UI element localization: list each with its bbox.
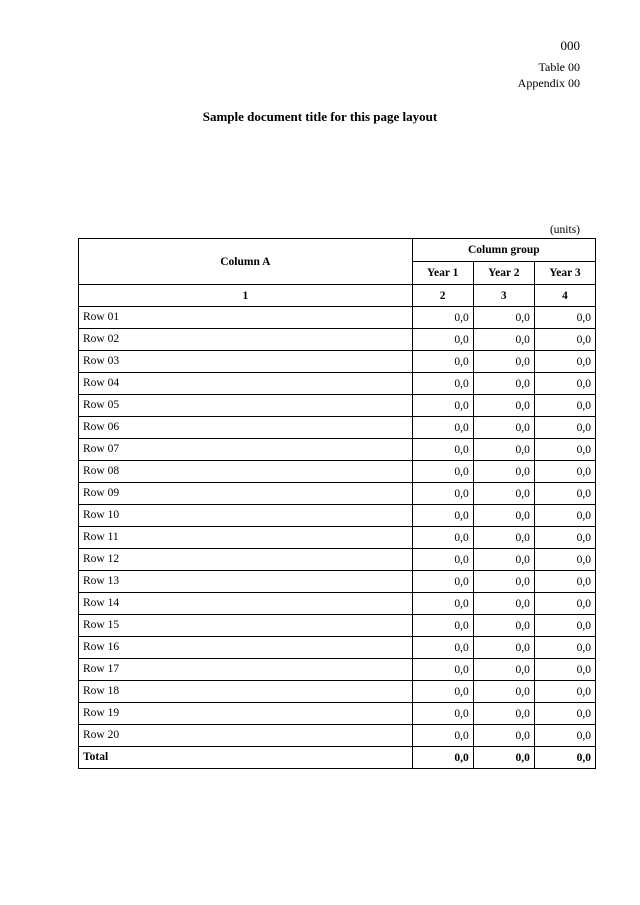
- table-row: [79, 351, 596, 373]
- value-year-3: 0,0: [534, 571, 595, 593]
- row-name: Row 04: [79, 373, 413, 395]
- index-cell: 1: [79, 285, 413, 307]
- header-year-1: Year 1: [412, 262, 473, 285]
- table-row: [79, 461, 596, 483]
- table-row: [79, 637, 596, 659]
- value-year-2: 0,0: [473, 659, 534, 681]
- table-row: [79, 703, 596, 725]
- index-cell: 3: [473, 285, 534, 307]
- row-name: Row 01: [79, 307, 413, 329]
- value-year-3: 0,0: [534, 395, 595, 417]
- table-row: [79, 659, 596, 681]
- table-row: [79, 527, 596, 549]
- table-row: [79, 725, 596, 747]
- index-cell: 2: [412, 285, 473, 307]
- table-row: [79, 549, 596, 571]
- value-year-1: 0,0: [412, 703, 473, 725]
- appendix-label: Appendix 00: [517, 76, 580, 90]
- value-year-3: 0,0: [534, 615, 595, 637]
- value-year-2: 0,0: [473, 571, 534, 593]
- page-number: 000: [560, 38, 580, 53]
- row-name: Row 20: [79, 725, 413, 747]
- row-name: Row 10: [79, 505, 413, 527]
- header-name: Column A: [79, 239, 413, 285]
- row-name: Row 09: [79, 483, 413, 505]
- value-year-2: 0,0: [473, 527, 534, 549]
- value-year-3: 0,0: [534, 351, 595, 373]
- value-year-2: 0,0: [473, 417, 534, 439]
- row-name: Row 18: [79, 681, 413, 703]
- column-index-row: [79, 285, 596, 307]
- table-row: [79, 417, 596, 439]
- value-year-3: 0,0: [534, 637, 595, 659]
- value-year-1: 0,0: [412, 505, 473, 527]
- table-row: [79, 593, 596, 615]
- value-year-2: 0,0: [473, 505, 534, 527]
- header-sum: Column group: [412, 239, 595, 262]
- value-year-2: 0,0: [473, 615, 534, 637]
- table-row: [79, 395, 596, 417]
- value-year-1: 0,0: [412, 439, 473, 461]
- value-year-2: 0,0: [473, 307, 534, 329]
- row-name: Row 13: [79, 571, 413, 593]
- row-name: Row 19: [79, 703, 413, 725]
- table-row: [79, 307, 596, 329]
- table-row: [79, 571, 596, 593]
- value-year-1: 0,0: [412, 527, 473, 549]
- value-year-1: 0,0: [412, 307, 473, 329]
- value-year-1: 0,0: [412, 725, 473, 747]
- value-year-3: 0,0: [534, 373, 595, 395]
- value-year-2: 0,0: [473, 681, 534, 703]
- table-row: [79, 615, 596, 637]
- value-year-3: 0,0: [534, 725, 595, 747]
- data-table: [78, 238, 596, 769]
- value-year-3: 0,0: [534, 505, 595, 527]
- value-year-1: 0,0: [412, 461, 473, 483]
- row-name: Row 02: [79, 329, 413, 351]
- table-row: [79, 439, 596, 461]
- value-year-1: 0,0: [412, 571, 473, 593]
- value-year-3: 0,0: [534, 681, 595, 703]
- value-year-3: 0,0: [534, 593, 595, 615]
- value-year-3: 0,0: [534, 329, 595, 351]
- value-year-1: 0,0: [412, 373, 473, 395]
- value-year-2: 0,0: [473, 329, 534, 351]
- value-year-1: 0,0: [412, 483, 473, 505]
- value-year-1: 0,0: [412, 747, 473, 769]
- row-name: Row 07: [79, 439, 413, 461]
- row-name: Row 08: [79, 461, 413, 483]
- table-row: [79, 373, 596, 395]
- header-row-1: [79, 239, 596, 262]
- value-year-2: 0,0: [473, 439, 534, 461]
- value-year-1: 0,0: [412, 549, 473, 571]
- value-year-2: 0,0: [473, 461, 534, 483]
- header-year-3: Year 3: [534, 262, 595, 285]
- row-name: Row 17: [79, 659, 413, 681]
- row-name: Row 15: [79, 615, 413, 637]
- value-year-1: 0,0: [412, 351, 473, 373]
- row-name: Row 03: [79, 351, 413, 373]
- table-row: [79, 483, 596, 505]
- value-year-1: 0,0: [412, 681, 473, 703]
- value-year-2: 0,0: [473, 395, 534, 417]
- value-year-2: 0,0: [473, 593, 534, 615]
- value-year-1: 0,0: [412, 637, 473, 659]
- value-year-2: 0,0: [473, 637, 534, 659]
- value-year-2: 0,0: [473, 483, 534, 505]
- row-name: Row 16: [79, 637, 413, 659]
- total-row: [79, 747, 596, 769]
- row-name: Row 14: [79, 593, 413, 615]
- index-cell: 4: [534, 285, 595, 307]
- value-year-2: 0,0: [473, 351, 534, 373]
- header-year-2: Year 2: [473, 262, 534, 285]
- row-name: Row 06: [79, 417, 413, 439]
- value-year-1: 0,0: [412, 659, 473, 681]
- value-year-3: 0,0: [534, 703, 595, 725]
- value-year-3: 0,0: [534, 461, 595, 483]
- units-note: (units): [549, 224, 580, 236]
- document-title: Sample document title for this page layout: [202, 109, 438, 124]
- row-name: Row 05: [79, 395, 413, 417]
- value-year-1: 0,0: [412, 329, 473, 351]
- value-year-2: 0,0: [473, 703, 534, 725]
- value-year-2: 0,0: [473, 725, 534, 747]
- value-year-2: 0,0: [473, 747, 534, 769]
- row-name: Row 11: [79, 527, 413, 549]
- table-row: [79, 505, 596, 527]
- value-year-1: 0,0: [412, 417, 473, 439]
- value-year-3: 0,0: [534, 527, 595, 549]
- value-year-2: 0,0: [473, 373, 534, 395]
- value-year-3: 0,0: [534, 417, 595, 439]
- table-row: [79, 681, 596, 703]
- value-year-3: 0,0: [534, 549, 595, 571]
- row-name: Total: [79, 747, 413, 769]
- value-year-1: 0,0: [412, 615, 473, 637]
- table-label: Table 00: [538, 60, 580, 74]
- value-year-1: 0,0: [412, 395, 473, 417]
- value-year-3: 0,0: [534, 659, 595, 681]
- value-year-3: 0,0: [534, 307, 595, 329]
- value-year-3: 0,0: [534, 439, 595, 461]
- value-year-1: 0,0: [412, 593, 473, 615]
- table-row: [79, 329, 596, 351]
- row-name: Row 12: [79, 549, 413, 571]
- value-year-3: 0,0: [534, 483, 595, 505]
- value-year-2: 0,0: [473, 549, 534, 571]
- value-year-3: 0,0: [534, 747, 595, 769]
